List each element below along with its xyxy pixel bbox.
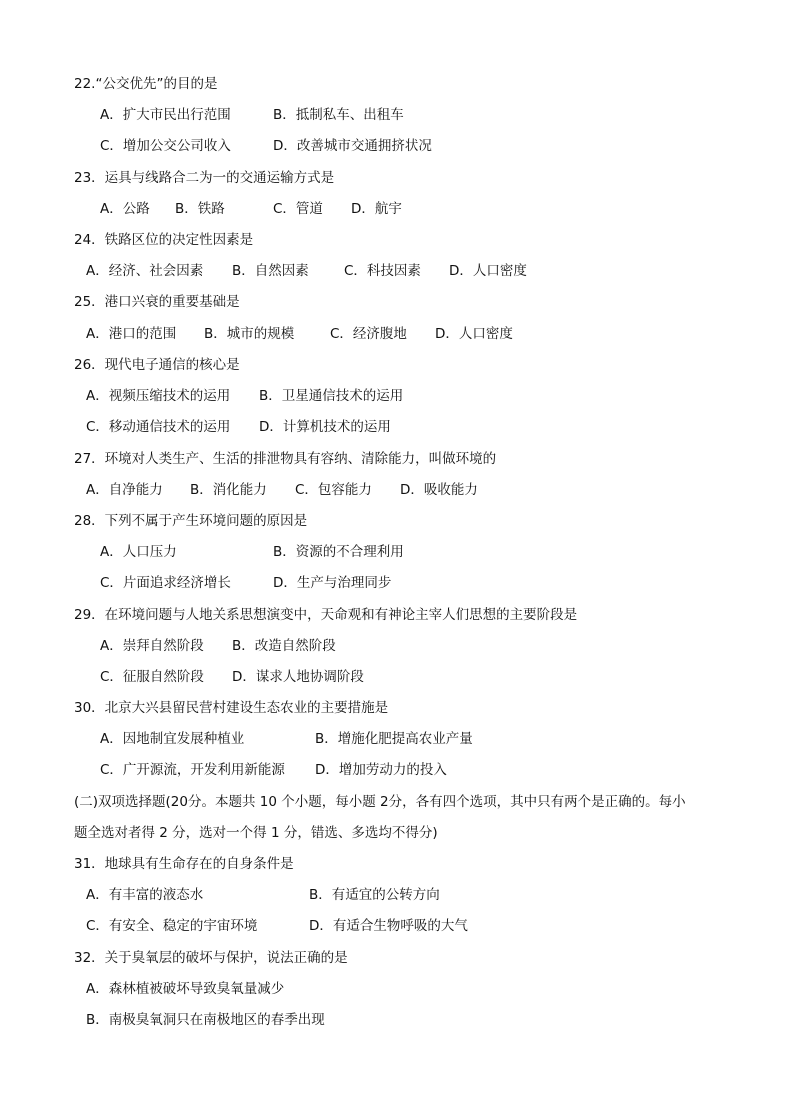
q32-option-a: A．森林植被破坏导致臭氧量减少	[86, 981, 285, 997]
q30-option-a: A．因地制宜发展种植业	[100, 731, 245, 747]
q28-option-d: D．生产与治理同步	[273, 575, 392, 591]
q24-option-b: B．自然因素	[232, 263, 309, 279]
q30-option-b: B．增施化肥提高农业产量	[315, 731, 473, 747]
q25-option-a: A．港口的范围	[86, 326, 177, 342]
q23-option-a: A．公路	[100, 201, 150, 217]
question-32-stem: 32．关于臭氧层的破坏与保护，说法正确的是	[74, 950, 348, 966]
q22-option-c: C．增加公交公司收入	[100, 138, 231, 154]
q31-option-d: D．有适合生物呼吸的大气	[309, 918, 468, 934]
q24-option-c: C．科技因素	[344, 263, 421, 279]
section-2-instructions-line1: (二)双项选择题(20分。本题共 10 个小题，每小题 2分，各有四个选项，其中只有两个是正确的。每小	[74, 794, 686, 810]
q24-option-a: A．经济、社会因素	[86, 263, 204, 279]
question-30-stem: 30．北京大兴县留民营村建设生态农业的主要措施是	[74, 700, 389, 716]
q28-option-a: A．人口压力	[100, 544, 177, 560]
q28-option-b: B．资源的不合理利用	[273, 544, 404, 560]
q26-option-b: B．卫星通信技术的运用	[259, 388, 404, 404]
q31-option-b: B．有适宜的公转方向	[309, 887, 440, 903]
question-25-stem: 25．港口兴衰的重要基础是	[74, 294, 240, 310]
q27-option-b: B．消化能力	[190, 482, 267, 498]
question-23-stem: 23．运具与线路合二为一的交通运输方式是	[74, 170, 335, 186]
q22-option-b: B．抵制私车、出租车	[273, 107, 404, 123]
q25-option-b: B．城市的规模	[204, 326, 295, 342]
q26-option-c: C．移动通信技术的运用	[86, 419, 231, 435]
question-28-stem: 28．下列不属于产生环境问题的原因是	[74, 513, 308, 529]
q27-option-d: D．吸收能力	[400, 482, 478, 498]
question-26-stem: 26．现代电子通信的核心是	[74, 357, 240, 373]
q25-option-c: C．经济腹地	[330, 326, 407, 342]
q30-option-d: D．增加劳动力的投入	[315, 762, 447, 778]
q30-option-c: C．广开源流，开发利用新能源	[100, 762, 285, 778]
q22-option-d: D．改善城市交通拥挤状况	[273, 138, 432, 154]
q26-option-a: A．视频压缩技术的运用	[86, 388, 231, 404]
q29-option-d: D．谋求人地协调阶段	[232, 669, 364, 685]
question-24-stem: 24．铁路区位的决定性因素是	[74, 232, 254, 248]
q24-option-d: D．人口密度	[449, 263, 527, 279]
q26-option-d: D．计算机技术的运用	[259, 419, 391, 435]
q28-option-c: C．片面追求经济增长	[100, 575, 231, 591]
q27-option-a: A．自净能力	[86, 482, 163, 498]
question-27-stem: 27．环境对人类生产、生活的排泄物具有容纳、清除能力，叫做环境的	[74, 451, 497, 467]
question-22-stem: 22.“公交优先”的目的是	[74, 76, 218, 92]
q27-option-c: C．包容能力	[295, 482, 372, 498]
q22-option-a: A．扩大市民出行范围	[100, 107, 231, 123]
q23-option-c: C．管道	[273, 201, 323, 217]
question-29-stem: 29．在环境问题与人地关系思想演变中，天命观和有神论主宰人们思想的主要阶段是	[74, 607, 578, 623]
q29-option-b: B．改造自然阶段	[232, 638, 336, 654]
q23-option-d: D．航宇	[351, 201, 402, 217]
question-31-stem: 31．地球具有生命存在的自身条件是	[74, 856, 294, 872]
q29-option-c: C．征服自然阶段	[100, 669, 204, 685]
q25-option-d: D．人口密度	[435, 326, 513, 342]
section-2-instructions-line2: 题全选对者得 2 分，选对一个得 1 分，错选、多选均不得分)	[74, 825, 438, 841]
q32-option-b: B．南极臭氧洞只在南极地区的春季出现	[86, 1012, 325, 1028]
q31-option-a: A．有丰富的液态水	[86, 887, 204, 903]
q23-option-b: B．铁路	[175, 201, 225, 217]
q31-option-c: C．有安全、稳定的宇宙环境	[86, 918, 258, 934]
q29-option-a: A．崇拜自然阶段	[100, 638, 204, 654]
